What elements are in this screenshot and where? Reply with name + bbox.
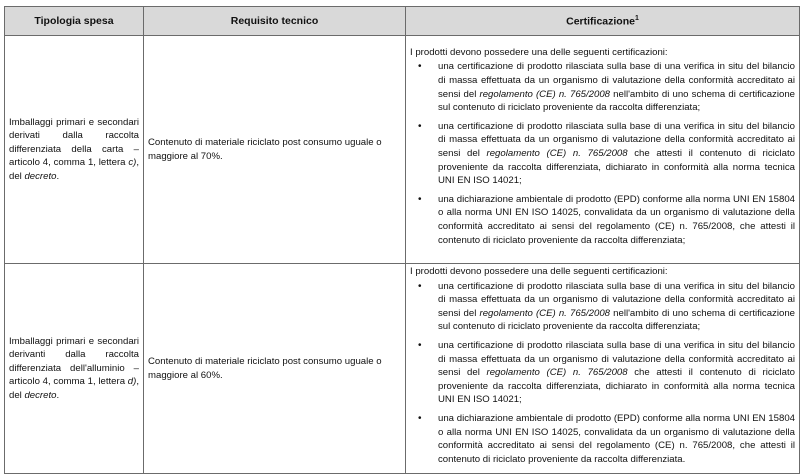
item-regulation: regolamento (CE) n. 765/2008 (486, 367, 628, 379)
tipologia-cell (5, 264, 144, 474)
tipologia-decreto: decreto (24, 170, 57, 182)
tipologia-end: . (56, 390, 60, 402)
tipologia-cell (5, 36, 144, 264)
list-item (438, 280, 795, 334)
tipologia-text-2: , del (9, 157, 139, 182)
list-item (438, 412, 795, 466)
item-text-2: che attesti il contenuto di riciclato proveniente da raccolta differenziata, dichiarato in conformità alla norma tecnica UNI EN ISO 14021; (438, 148, 796, 187)
item-text-2: nell'ambito di uno schema di certificazione sul contenuto di riciclato proveniente da raccolta differenziata; (438, 88, 795, 114)
item-text: una certificazione di prodotto rilasciata sulla base di una verifica in situ del bilancio di massa effettuata da un organismo di valutazione della conformità accreditato ai sensi del (438, 120, 795, 159)
certificazione-list (410, 60, 795, 247)
list-item (438, 193, 795, 247)
header-certificazione-label: Certificazione (566, 15, 635, 28)
table-header-row (5, 7, 800, 36)
list-item (438, 120, 795, 188)
requisito-cell: Contenuto di materiale riciclato post consumo uguale o maggiore al 60%. (144, 264, 406, 474)
tipologia-text: Imballaggi primari e secondari derivati dalla raccolta differenziata della carta – articolo 4, comma 1, lettera (9, 116, 139, 169)
tipologia-text-2: , del (9, 376, 139, 402)
requirements-table (4, 6, 800, 474)
item-text: una certificazione di prodotto rilasciata sulla base di una verifica in situ del bilancio di massa effettuata da un organismo di valutazione della conformità accreditato ai sensi del (438, 280, 795, 319)
requisito-cell: Contenuto di materiale riciclato post consumo uguale o maggiore al 70%. (144, 36, 406, 264)
item-text: una certificazione di prodotto rilasciata sulla base di una verifica in situ del bilancio di massa effettuata da un organismo di valutazione della conformità accreditato ai sensi del (438, 339, 795, 379)
item-text: una dichiarazione ambientale di prodotto (EPD) conforme alla norma UNI EN 15804 o alla norma UNI EN ISO 14025, convalidata da un organismo di valutazione della conformità accreditato ai sensi del regolamento (CE) n. 765/2008, che attesti il contenuto di riciclato proveniente da raccolta differenziata. (438, 412, 795, 465)
list-item (438, 339, 795, 407)
footnote-marker: 1 (634, 14, 639, 22)
item-regulation: regolamento (CE) n. 765/2008 (479, 307, 611, 319)
header-tipologia-spesa: Tipologia spesa (5, 7, 144, 36)
item-text-2: nell'ambito di uno schema di certificazione sul contenuto di riciclato proveniente da raccolta differenziata; (438, 307, 795, 333)
item-text: una dichiarazione ambientale di prodotto (EPD) conforme alla norma UNI EN 15804 o alla norma UNI EN ISO 14025, convalidata da un organismo di valutazione della conformità accreditato ai sensi del regolamento (CE) n. 765/2008, che attesti il contenuto di riciclato proveniente da raccolta differenziata; (438, 193, 795, 246)
table-row (5, 36, 800, 264)
certificazione-cell (406, 36, 800, 264)
header-certificazione (406, 7, 800, 36)
tipologia-end: . (56, 170, 60, 182)
item-text-2: che attesti il contenuto di riciclato proveniente da raccolta differenziata, dichiarato in conformità alla norma tecnica UNI EN ISO 14021; (438, 367, 796, 406)
list-item (438, 60, 795, 114)
certificazione-cell (406, 264, 800, 474)
item-regulation: regolamento (CE) n. 765/2008 (479, 88, 611, 100)
certificazione-list (410, 280, 795, 467)
tipologia-text: Imballaggi primari e secondari derivanti dalla raccolta differenziata dell'alluminio – articolo 4, comma 1, lettera (9, 335, 139, 388)
item-regulation: regolamento (CE) n. 765/2008 (486, 148, 628, 159)
certificazione-intro: I prodotti devono possedere una delle seguenti certificazioni: (410, 266, 668, 277)
certificazione-intro: I prodotti devono possedere una delle seguenti certificazioni: (410, 46, 668, 58)
tipologia-decreto: decreto (24, 390, 57, 402)
tipologia-letter: d) (127, 376, 137, 388)
table-row (5, 264, 800, 474)
item-text: una certificazione di prodotto rilasciata sulla base di una verifica in situ del bilancio di massa effettuata da un organismo di valutazione della conformità accreditato ai sensi del (438, 61, 795, 100)
header-requisito-tecnico: Requisito tecnico (144, 7, 406, 36)
tipologia-letter: c) (128, 157, 137, 169)
